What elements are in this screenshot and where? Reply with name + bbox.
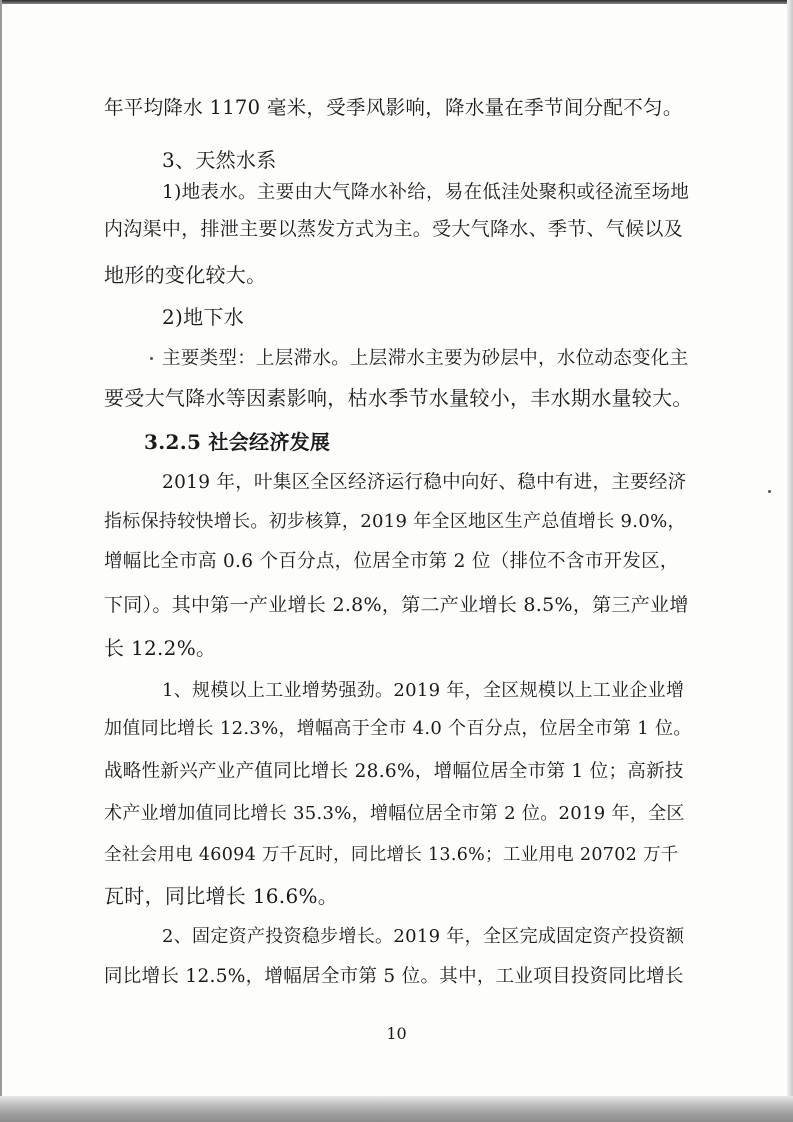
paragraph-line: 1)地表水。主要由大气降水补给，易在低洼处聚积或径流至场地	[162, 182, 690, 203]
scan-top-edge	[0, 0, 793, 4]
scan-left-edge	[0, 0, 2, 1122]
paragraph-line: 年平均降水 1170 毫米，受季风影响，降水量在季节间分配不匀。	[104, 96, 683, 119]
paragraph-line: 同比增长 12.5%，增幅居全市第 5 位。其中，工业项目投资同比增长	[104, 966, 684, 987]
page-number: 10	[386, 1024, 407, 1043]
paragraph-line: 全社会用电 46094 万千瓦时，同比增长 13.6%；工业用电 20702 万千	[104, 845, 679, 865]
section-title: 2)地下水	[162, 305, 245, 329]
scan-right-edge	[787, 0, 793, 1122]
paragraph-line: 地形的变化较大。	[104, 263, 267, 287]
paragraph-line: 术产业增加值同比增长 35.3%，增幅位居全市第 2 位。2019 年，全区	[104, 803, 685, 824]
scan-bottom-edge	[0, 1096, 793, 1122]
paragraph-line: 1、规模以上工业增势强劲。2019 年，全区规模以上工业企业增	[162, 680, 685, 701]
paragraph-line: 2、固定资产投资稳步增长。2019 年，全区完成固定资产投资额	[162, 926, 685, 947]
paragraph-line: 长 12.2%。	[104, 636, 217, 660]
paragraph-line: 2019 年，叶集区全区经济运行稳中向好、稳中有进，主要经济	[162, 472, 687, 493]
paragraph-line: 瓦时，同比增长 16.6%。	[104, 884, 339, 908]
paragraph-line: 增幅比全市高 0.6 个百分点，位居全市第 2 位（排位不含市开发区，	[104, 551, 679, 572]
section-heading: 3.2.5 社会经济发展	[144, 430, 331, 454]
paragraph-line: 战略性新兴产业产值同比增长 28.6%，增幅位居全市第 1 位；高新技	[104, 761, 684, 782]
paragraph-line: 下同）。其中第一产业增长 2.8%，第二产业增长 8.5%，第三产业增	[104, 594, 689, 616]
paragraph-line: 指标保持较快增长。初步核算，2019 年全区地区生产总值增长 9.0%，	[104, 511, 686, 532]
paragraph-line: 加值同比增长 12.3%，增幅高于全市 4.0 个百分点，位居全市第 1 位。	[104, 718, 692, 739]
paragraph-line: 要受大气降水等因素影响，枯水季节水量较小，丰水期水量较大。	[104, 386, 693, 410]
section-title: 3、天然水系	[162, 148, 277, 172]
scan-speck	[150, 357, 153, 360]
paragraph-line: 内沟渠中，排泄主要以蒸发方式为主。受大气降水、季节、气候以及	[104, 218, 684, 240]
scan-speck	[768, 490, 771, 493]
paragraph-line: 主要类型：上层滞水。上层滞水主要为砂层中，水位动态变化主	[162, 348, 689, 369]
